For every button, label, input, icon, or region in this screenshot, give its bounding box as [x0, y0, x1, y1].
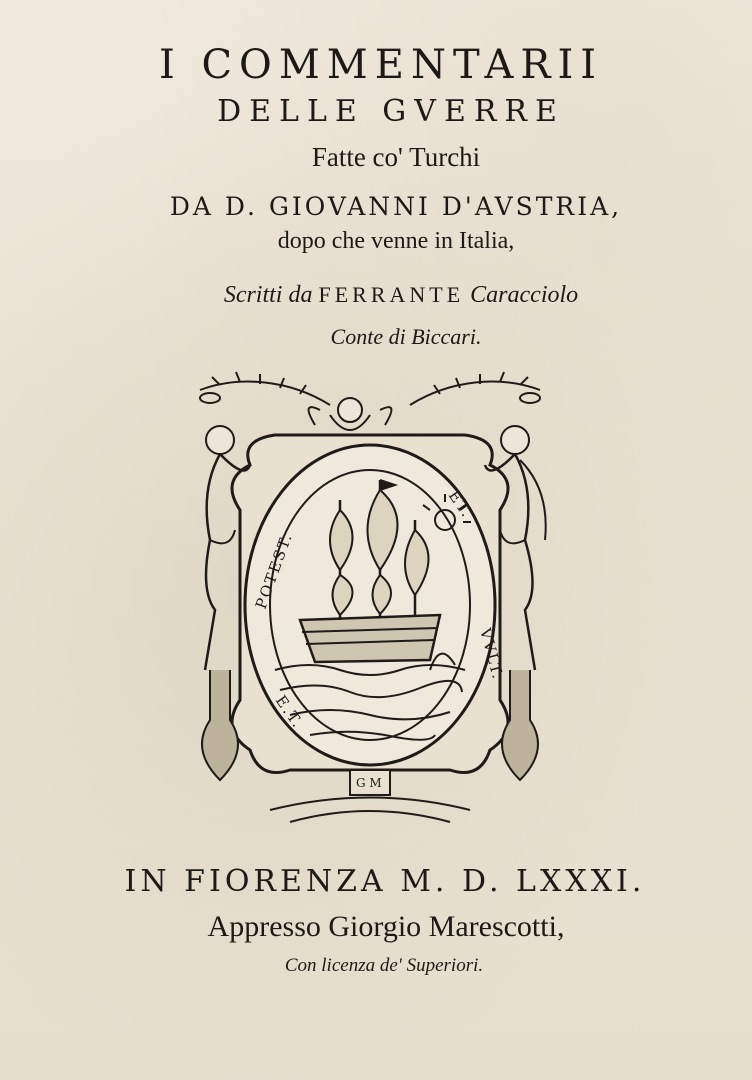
- title-line-1: I COMMENTARII: [158, 42, 604, 88]
- title-line-5: dopo che venne in Italia,: [277, 228, 515, 254]
- imprint-license: Con licenza de' Superiori.: [284, 955, 484, 976]
- left-tassel: [202, 670, 238, 780]
- motto-right-2: VVLT.: [476, 626, 508, 683]
- title-line-4: DA D. GIOVANNI D'AVSTRIA,: [169, 192, 623, 221]
- motto-bottom: E.T.: [271, 691, 308, 733]
- author-suffix: Caracciolo: [464, 282, 579, 308]
- author-title: Conte di Biccari.: [330, 324, 482, 349]
- imprint-city-year: IN FIORENZA M. D. LXXXI.: [124, 864, 646, 899]
- monogram: G M: [356, 776, 382, 790]
- title-line-2: DELLE GVERRE: [217, 94, 565, 129]
- imprint-printer: Appresso Giorgio Marescotti,: [207, 910, 565, 943]
- foliage-top: [200, 372, 540, 405]
- right-tassel: [502, 670, 538, 780]
- motto-left: POTEST.: [251, 529, 297, 612]
- author-name: FERRANTE: [318, 282, 465, 307]
- cherub: [309, 398, 392, 430]
- motto-right: ET.: [444, 486, 477, 522]
- title-line-3: Fatte co' Turchi: [311, 142, 481, 172]
- printers-device-emblem: [180, 370, 560, 840]
- author-prefix: Scritti da: [223, 282, 319, 308]
- author-line: [0, 282, 752, 309]
